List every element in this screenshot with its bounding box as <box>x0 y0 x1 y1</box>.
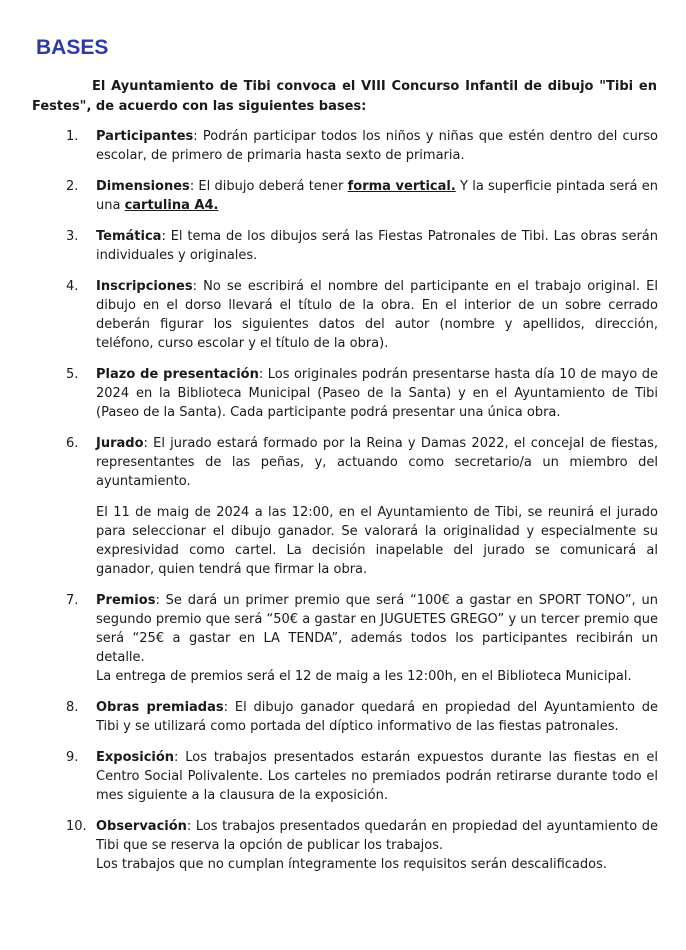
base-extra-paragraph: El 11 de maig de 2024 a las 12:00, en el Ayuntamiento de Tibi, se reunirá el jurado para seleccionar el dibujo ganador. Se valorará la originalidad y especialmente su expresividad como cartel. La decisión inapelable del jurado se comunicará al ganador, quien tendrá que firmar la obra. <box>96 505 658 577</box>
base-number: 4. <box>66 279 79 294</box>
base-body: : Podrán participar todos los niños y niñas que estén dentro del curso escolar, de primero de primaria hasta sexto de primaria. <box>96 129 658 163</box>
base-label: Obras premiadas <box>96 700 224 715</box>
base-body: : Los trabajos presentados estarán expuestos durante las fiestas en el Centro Social Polivalente. Los carteles no premiados podrán retirarse durante todo el mes siguiente a la clausura de la exposición. <box>96 750 658 803</box>
intro-paragraph <box>32 77 657 117</box>
base-extra-line: La entrega de premios será el 12 de maig a les 12:00h, en el Biblioteca Municipal. <box>96 669 632 684</box>
base-label: Exposición <box>96 750 175 765</box>
base-body: : Los trabajos presentados quedarán en propiedad del ayuntamiento de Tibi que se reserva la opción de publicar los trabajos. <box>96 819 658 853</box>
base-number: 10. <box>66 819 87 834</box>
base-number: 2. <box>66 179 79 194</box>
base-label: Observación <box>96 819 187 834</box>
base-body: : El jurado estará formado por la Reina y Damas 2022, el concejal de fiestas, representantes de las peñas, y, actuando como secretario/a un miembro del ayuntamiento. <box>96 436 658 489</box>
base-text <box>96 817 658 855</box>
base-number: 9. <box>66 750 79 765</box>
base-text <box>96 591 658 667</box>
base-label: Jurado <box>96 436 144 451</box>
base-number: 8. <box>66 700 79 715</box>
base-text <box>96 748 658 805</box>
base-text <box>96 365 658 422</box>
intro-text: El Ayuntamiento de Tibi convoca el VIII Concurso Infantil de dibujo "Tibi en Festes", de acuerdo con las siguientes bases: <box>32 79 657 114</box>
base-body-continued: Y la superficie pintada será en una <box>96 179 658 213</box>
base-label: Inscripciones <box>96 279 193 294</box>
base-label: Participantes <box>96 129 194 144</box>
base-body: : No se escribirá el nombre del participante en el trabajo original. El dibujo en el dorso llevará el título de la obra. En el interior de un sobre cerrado deberán figurar los siguientes datos del autor (nombre y apellidos, dirección, teléfono, curso escolar y el título de la obra). <box>96 279 658 351</box>
base-item-exposicion <box>0 748 686 805</box>
base-item-premios <box>0 591 686 686</box>
base-label: Premios <box>96 593 156 608</box>
underlined-term-a4: cartulina A4. <box>124 198 219 213</box>
base-text <box>96 277 658 353</box>
base-text <box>96 127 658 165</box>
base-item-plazo <box>0 365 686 422</box>
base-body: : Los originales podrán presentarse hasta día 10 de mayo de 2024 en la Biblioteca Municipal (Paseo de la Santa) y en el Ayuntamiento de Tibi (Paseo de la Santa). Cada participante podrá presentar una única obra. <box>96 367 658 420</box>
underlined-term-vertical: forma vertical. <box>347 179 456 194</box>
base-text <box>96 698 658 736</box>
base-item-observacion <box>0 817 686 874</box>
base-label: Dimensiones <box>96 179 190 194</box>
base-number: 7. <box>66 593 79 608</box>
base-item-participantes <box>0 127 686 165</box>
base-label: Plazo de presentación <box>96 367 259 382</box>
base-number: 6. <box>66 436 79 451</box>
page-title: BASES <box>36 36 109 59</box>
base-item-inscripciones <box>0 277 686 353</box>
base-text <box>96 434 658 491</box>
base-text <box>96 177 658 215</box>
base-item-tematica <box>0 227 686 265</box>
base-number: 5. <box>66 367 79 382</box>
bases-list <box>0 127 686 886</box>
base-body: : Se dará un primer premio que será “100€ a gastar en SPORT TONO”, un segundo premio que será “50€ a gastar en JUGUETES GREGO” y un tercer premio que será “25€ a gastar en LA TENDA”, además todos los participantes recibirán un detalle. <box>96 593 658 665</box>
base-body: : El tema de los dibujos será las Fiestas Patronales de Tibi. Las obras serán individuales y originales. <box>96 229 658 263</box>
base-extra-line: Los trabajos que no cumplan íntegramente los requisitos serán descalificados. <box>96 857 608 872</box>
base-body: : El dibujo ganador quedará en propiedad del Ayuntamiento de Tibi y se utilizará como portada del díptico informativo de las fiestas patronales. <box>96 700 658 734</box>
base-label: Temática <box>96 229 162 244</box>
base-number: 1. <box>66 129 79 144</box>
base-item-obras-premiadas <box>0 698 686 736</box>
base-item-dimensiones <box>0 177 686 215</box>
base-text <box>96 227 658 265</box>
base-item-jurado <box>0 434 686 579</box>
base-number: 3. <box>66 229 79 244</box>
base-body: : El dibujo deberá tener <box>189 179 348 194</box>
